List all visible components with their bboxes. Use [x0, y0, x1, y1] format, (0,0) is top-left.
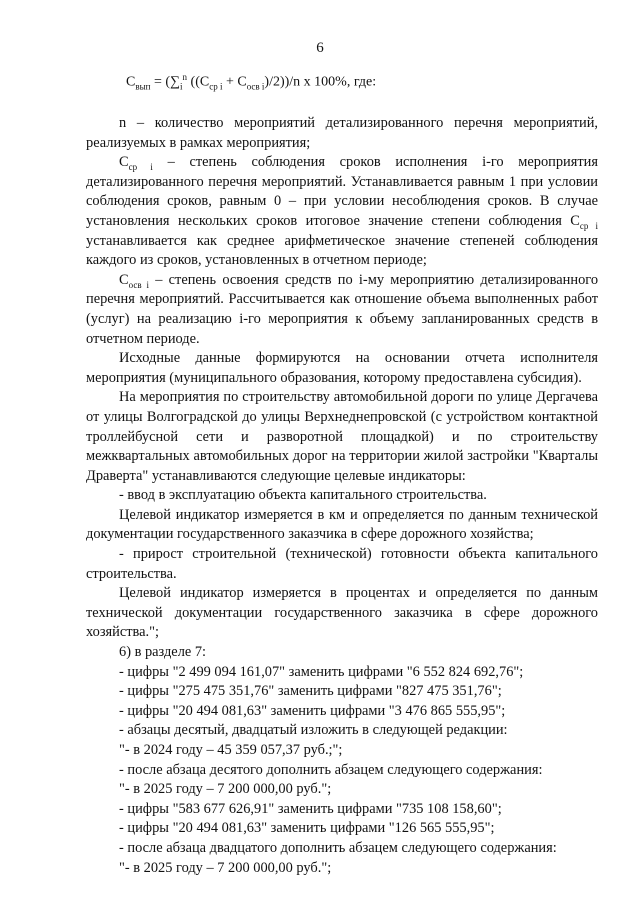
- formula-c2-sub: осв i: [246, 81, 265, 92]
- formula-eq: = (∑: [150, 74, 181, 90]
- paragraph-text: – степень освоения средств по i-му мероприятию детализированного перечня мероприятий. Рассчитывается как отношение объема выполненных работ (услуг) на реализацию i-го мероприятия к объему запланированных средств в отчетном периоде.: [86, 271, 599, 347]
- paragraph-text: – степень соблюдения сроков исполнения i-го мероприятия детализированного перечня мероприятий. Устанавливается равным 1 при условии соблюдения сроков, равным 0 – при условии несоблюдения сроков. В случае установления нескольких сроков итоговое значение степени соблюдения C: [86, 154, 598, 229]
- paragraph: Целевой индикатор измеряется в процентах и определяется по данным технической документации государственного заказчика в сфере дорожного хозяйства.";: [86, 585, 598, 641]
- formula-sum-sub: i: [180, 81, 183, 92]
- paragraph-text2: устанавливается как среднее арифметическое значение степеней соблюдения каждого из сроков, установленных в отчетном периоде;: [86, 232, 598, 269]
- list-item: - после абзаца десятого дополнить абзацем следующего содержания:: [119, 761, 543, 778]
- paragraph: n – количество мероприятий детализированного перечня мероприятий, реализуемых в рамках мероприятия;: [86, 115, 598, 151]
- formula-c1-sub: ср i: [209, 81, 223, 92]
- page-number: 6: [316, 40, 324, 56]
- paragraph-sub2: ср i: [579, 220, 598, 231]
- list-item: 6) в разделе 7:: [119, 644, 207, 661]
- paragraph: Целевой индикатор измеряется в км и определяется по данным технической документации государственного заказчика в сфере дорожного хозяйства;: [86, 506, 598, 543]
- paragraph: [86, 153, 598, 271]
- formula-mid: ((C: [187, 74, 210, 90]
- document-body: [86, 114, 598, 878]
- list-item: - цифры "2 499 094 161,07" заменить цифрами "6 552 824 692,76";: [119, 663, 524, 680]
- list-item: - цифры "583 677 626,91" заменить цифрами "735 108 158,60";: [119, 800, 502, 817]
- formula-line: [126, 72, 376, 91]
- list-item: - после абзаца двадцатого дополнить абзацем следующего содержания:: [119, 839, 557, 856]
- paragraph-sub: ср i: [128, 162, 153, 173]
- list-item: "- в 2025 году – 7 200 000,00 руб.";: [119, 781, 332, 798]
- list-item: "- в 2024 году – 45 359 057,37 руб.;";: [119, 742, 343, 758]
- formula-sum-sup: n: [182, 72, 188, 82]
- formula-plus: + C: [222, 74, 247, 90]
- paragraph: [86, 271, 598, 349]
- list-item: - цифры "20 494 081,63" заменить цифрами "126 565 555,95";: [119, 820, 495, 837]
- paragraph-sym: C: [119, 154, 129, 171]
- formula-lhs-sub: вып: [135, 81, 151, 92]
- list-item: - цифры "20 494 081,63" заменить цифрами "3 476 865 555,95";: [119, 702, 506, 719]
- list-item: - абзацы десятый, двадцатый изложить в следующей редакции:: [119, 722, 508, 739]
- paragraph: - прирост строительной (технической) готовности объекта капитального строительства.: [86, 546, 598, 582]
- paragraph-sym: C: [119, 271, 129, 288]
- formula-tail: )/2))/n x 100%, где:: [264, 74, 377, 90]
- paragraph: На мероприятия по строительству автомобильной дороги по улице Дергачева от улицы Волгоградской до улицы Верхнеднепровской (с устройством контактной троллейбусной сети и разворотной площадкой) и по строительству межквартальных автомобильных дорог на территории жилой застройки "Кварталы Драверта" устанавливаются следующие целевые индикаторы:: [86, 389, 598, 484]
- list-item: "- в 2025 году – 7 200 000,00 руб.";: [119, 859, 332, 876]
- formula-lhs: C: [126, 74, 136, 90]
- list-item: - цифры "275 475 351,76" заменить цифрами "827 475 351,76";: [119, 683, 502, 700]
- paragraph: Исходные данные формируются на основании отчета исполнителя мероприятия (муниципального образования, которому предоставлена субсидия).: [86, 350, 598, 386]
- paragraph-sub: осв i: [128, 279, 149, 290]
- list-item: - ввод в эксплуатацию объекта капитального строительства.: [119, 487, 487, 504]
